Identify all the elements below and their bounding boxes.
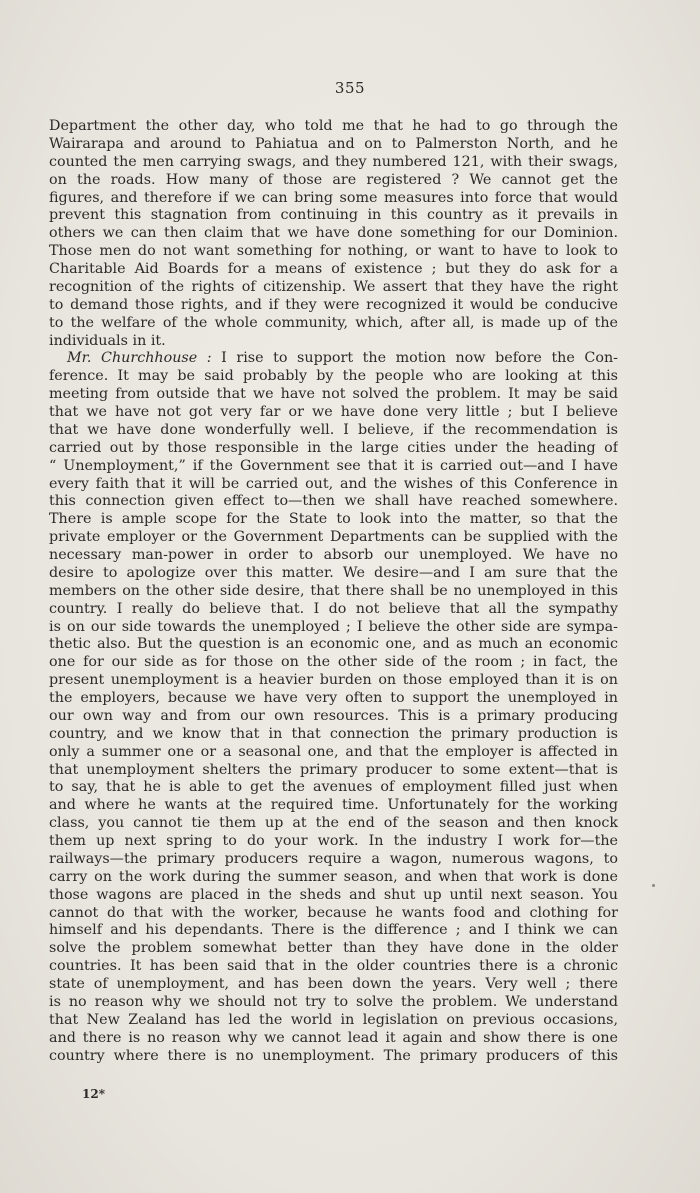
text-line: that we have done wonderfully well. I believe, if the recommendation is	[49, 421, 618, 438]
text-line: himself and his dependants. There is the difference ; and I think we can	[49, 922, 618, 939]
text-line: ference. It may be said probably by the people who are looking at this	[49, 368, 618, 385]
text-line: the employers, because we have very often to support the unemployed in	[49, 690, 618, 706]
page-number: 355	[334, 79, 366, 97]
signature-mark: 12*	[82, 1087, 105, 1101]
text-line: carry on the work during the summer season, and when that work is done	[49, 868, 618, 885]
paragraph-continuation	[49, 118, 618, 350]
text-line: prevent this stagnation from continuing in this country as it prevails in	[49, 207, 618, 224]
text-line: one for our side as for those on the other side of the room ; in fact, the	[49, 654, 618, 671]
text-line: individuals in it.	[49, 332, 166, 349]
text-line: desire to apologize over this matter. We desire—and I am sure that the	[49, 564, 618, 581]
text-line: solve the problem somewhat better than they have done in the older	[49, 940, 618, 957]
text-line: and where he wants at the required time. Unfortunately for the working	[49, 797, 618, 814]
speech-paragraph	[49, 350, 618, 1065]
text-line: is on our side towards the unemployed ; I believe the other side are sympa-	[49, 618, 618, 635]
text-line: carried out by those responsible in the large cities under the heading of	[49, 439, 618, 456]
text-line: to demand those rights, and if they were recognized it would be conducive	[49, 296, 618, 313]
text-line: present unemployment is a heavier burden on those employed than it is on	[49, 672, 618, 689]
text-line: them up next spring to do your work. In the industry I work for—the	[49, 833, 618, 849]
text-line: private employer or the Government Departments can be supplied with the	[49, 529, 618, 546]
text-line: is no reason why we should not try to solve the problem. We understand	[49, 993, 618, 1010]
text-line: that unemployment shelters the primary producer to some extent—that is	[49, 761, 618, 778]
text-line: necessary man-power in order to absorb our unemployed. We have no	[49, 547, 618, 563]
text-line: that New Zealand has led the world in legislation on previous occasions,	[49, 1011, 618, 1028]
speaker-name: Mr. Churchhouse :	[67, 350, 212, 367]
text-line: those wagons are placed in the sheds and shut up until next season. You	[49, 886, 618, 903]
text-line: to say, that he is able to get the avenues of employment filled just when	[49, 779, 618, 796]
speech-opening-text: I rise to support the motion now before the Con-	[211, 350, 618, 367]
speech-first-line	[49, 350, 618, 368]
paper-speck	[652, 884, 655, 887]
text-line: class, you cannot tie them up at the end of the season and then knock	[49, 815, 618, 832]
body-text	[49, 118, 618, 1065]
text-line: only a summer one or a seasonal one, and that the employer is affected in	[49, 743, 618, 760]
text-line: counted the men carrying swags, and they numbered 121, with their swags,	[49, 153, 618, 170]
text-line: to the welfare of the whole community, which, after all, is made up of the	[49, 314, 618, 331]
text-line: meeting from outside that we have not solved the problem. It may be said	[49, 386, 618, 403]
text-line: railways—the primary producers require a wagon, numerous wagons, to	[49, 850, 618, 867]
text-line: Wairarapa and around to Pahiatua and on to Palmerston North, and he	[49, 135, 618, 152]
text-line: others we can then claim that we have done something for our Dominion.	[49, 225, 618, 242]
text-line: Department the other day, who told me that he had to go through the	[49, 118, 618, 134]
text-line: our own way and from our own resources. This is a primary producing	[49, 707, 618, 724]
text-line: Those men do not want something for nothing, or want to have to look to	[49, 243, 618, 260]
text-line: state of unemployment, and has been down the years. Very well ; there	[49, 976, 618, 992]
text-line: and there is no reason why we cannot lead it again and show there is one	[49, 1029, 618, 1046]
text-line: that we have not got very far or we have done very little ; but I believe	[49, 404, 618, 420]
text-line: every faith that it will be carried out, and the wishes of this Conference in	[49, 475, 618, 492]
text-line: country, and we know that in that connection the primary production is	[49, 725, 618, 742]
text-line: figures, and therefore if we can bring some measures into force that would	[49, 189, 618, 206]
text-line: country. I really do believe that. I do not believe that all the sympathy	[49, 600, 618, 617]
text-line: members on the other side desire, that there shall be no unemployed in this	[49, 582, 618, 599]
text-line: this connection given effect to—then we shall have reached somewhere.	[49, 493, 618, 510]
text-line: recognition of the rights of citizenship. We assert that they have the right	[49, 278, 618, 295]
text-line: “ Unemployment,” if the Government see that it is carried out—and I have	[49, 457, 618, 474]
text-line: There is ample scope for the State to look into the matter, so that the	[49, 511, 618, 528]
text-line: thetic also. But the question is an economic one, and as much an economic	[49, 636, 618, 653]
text-line: Charitable Aid Boards for a means of existence ; but they do ask for a	[49, 261, 618, 277]
text-line: countries. It has been said that in the older countries there is a chronic	[49, 958, 618, 975]
text-line: cannot do that with the worker, because he wants food and clothing for	[49, 904, 618, 921]
text-line: country where there is no unemployment. The primary producers of this	[49, 1047, 618, 1064]
text-line: on the roads. How many of those are registered ? We cannot get the	[49, 171, 618, 188]
